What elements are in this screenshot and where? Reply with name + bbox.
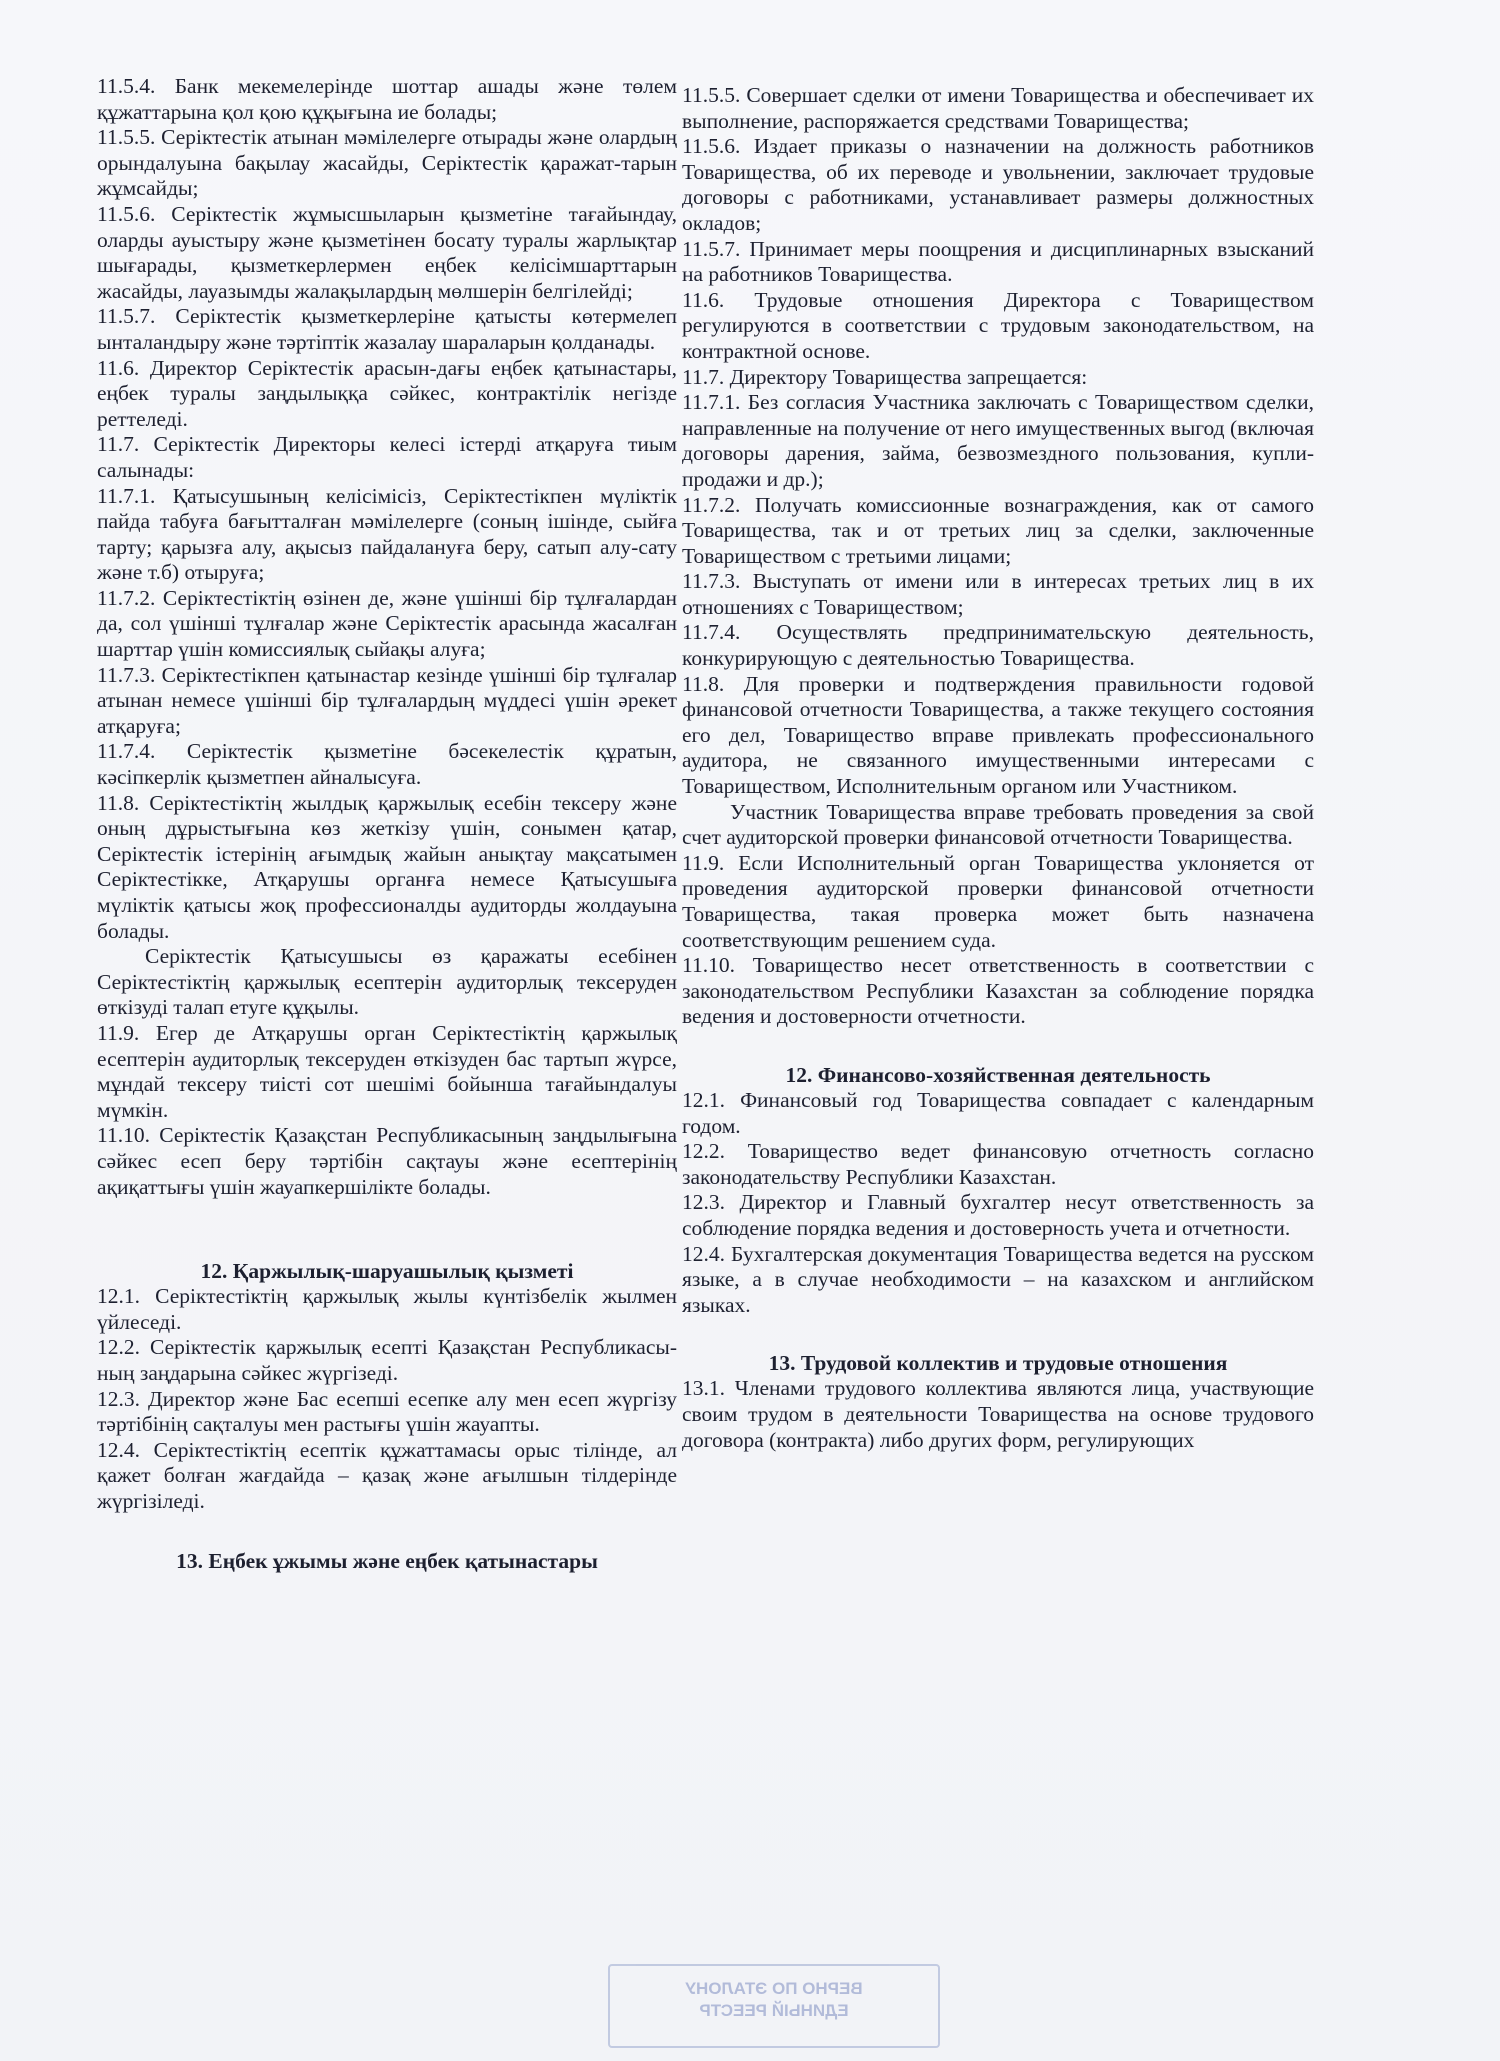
paragraph: 11.7.4. Осуществлять предпринимательскую деятельность, конкурирующую с деятельностью Товарищества. — [682, 620, 1314, 671]
section-heading-12-kz: 12. Қаржылық-шаруашылық қызметі — [200, 1259, 574, 1284]
paragraph: 11.7.2. Серіктестіктің өзінен де, және үшінші бір тұлғалардан да, сол үшінші тұлғалар және Серіктестік арасында жасалған шарттар үшін комиссиялық сыйақы алуға; — [97, 585, 677, 662]
paragraph: 11.8. Для проверки и подтверждения правильности годовой финансовой отчетности Товарищества, а также текущего состояния его дел, Товарищество вправе привлекать профессионального аудитора, не связанного имущественными интересами с Товариществом, Исполнительным органом или Участником. — [682, 671, 1314, 799]
paragraph: 11.6. Директор Серіктестік арасын-дағы еңбек қатынастары, еңбек туралы заңдылыққа сәйкес, контрактілік негізде реттеледі. — [97, 355, 677, 431]
paragraph: 12.2. Товарищество ведет финансовую отчетность согласно законодательству Республики Казахстан. — [682, 1139, 1314, 1189]
paragraph: 12.3. Директор и Главный бухгалтер несут ответственность за соблюдение порядка ведения и достоверность учета и отчетности. — [682, 1190, 1314, 1240]
paragraph: 12.3. Директор және Бас есепші есепке алу мен есеп жүргізу тәртібінің сақталуы мен растығы үшін жауапты. — [97, 1386, 677, 1437]
section-heading-13-kz: 13. Еңбек ұжымы және еңбек қатынастары — [176, 1549, 598, 1574]
paragraph: 11.5.6. Серіктестік жұмысшыларын қызметіне тағайындау, оларды ауыстыру және қызметінен босату туралы жарлықтар шығарады, қызметкерлермен еңбек келісімшарттарын жасайды, лауазымды жалақылардың мөлшерін белгілейді; — [97, 201, 677, 303]
paragraph: 11.7.1. Без согласия Участника заключать с Товариществом сделки, направленные на получение от него имущественных выгод (включая договоры дарения, займа, безвозмездного пользования, купли-продажи и др.); — [682, 390, 1314, 491]
paragraph: 12.1. Финансовый год Товарищества совпадает с календарным годом. — [682, 1087, 1314, 1138]
paragraph: Участник Товарищества вправе требовать проведения за свой счет аудиторской проверки финансовой отчетности Товарищества. — [682, 799, 1314, 850]
paragraph: 13.1. Членами трудового коллектива являются лица, участвующие своим трудом в деятельности Товарищества на основе трудового договора (контракта) либо других форм, регулирующих — [682, 1376, 1314, 1452]
paragraph: 11.7.3. Серіктестікпен қатынастар кезінде үшінші бір тұлғалар атынан немесе үшінші бір тұлғалардың мүддесі үшін әрекет атқаруға; — [97, 662, 677, 738]
stamp-text: ЕДИНЫЙ РЕЕСТР — [699, 2001, 849, 2020]
paragraph: 11.5.5. Серіктестік атынан мәмілелерге отырады және олардың орындалуына бақылау жасайды, Серіктестік қаражат-тарын жұмсайды; — [97, 125, 677, 201]
paragraph: 11.5.7. Принимает меры поощрения и дисциплинарных взысканий на работников Товарищества. — [682, 236, 1314, 287]
section-heading-13-ru: 13. Трудовой коллектив и трудовые отношения — [768, 1351, 1228, 1376]
paragraph: 11.5.4. Банк мекемелерінде шоттар ашады және төлем құжаттарына қол қою құқығына ие болады; — [97, 74, 677, 124]
paragraph: 11.7.1. Қатысушының келісімісіз, Серіктестікпен мүліктік пайда табуға бағытталған мәмілелерге (соның ішінде, сыйға тарту; қарызға алу, ақысыз пайдалануға беру, сатып алу-сату және т.б) отыруға; — [97, 483, 677, 585]
paragraph: 12.1. Серіктестіктің қаржылық жылы күнтізбелік жылмен үйлеседі. — [97, 1284, 677, 1334]
paragraph: 11.5.5. Совершает сделки от имени Товарищества и обеспечивает их выполнение, распоряжается средствами Товарищества; — [682, 83, 1314, 133]
paragraph: 11.7. Директору Товарищества запрещается: — [682, 364, 1088, 389]
paragraph: 11.7.4. Серіктестік қызметіне бәсекелестік құратын, кәсіпкерлік қызметпен айналысуға. — [97, 739, 677, 790]
paragraph: 11.10. Серіктестік Қазақстан Республикасының заңдылығына сәйкес есеп беру тәртібін сақтауы және есептерінің ақиқаттығы үшін жауапкершілікте болады. — [97, 1123, 677, 1199]
paragraph: 11.6. Трудовые отношения Директора с Товариществом регулируются в соответствии с трудовым законодательством, на контрактной основе. — [682, 287, 1314, 363]
russian-column — [682, 83, 1314, 1453]
paragraph: 11.10. Товарищество несет ответственность в соответствии с законодательством Республики Казахстан за соблюдение порядка ведения и достоверности отчетности. — [682, 953, 1314, 1029]
paragraph: 12.2. Серіктестік қаржылық есепті Қазақстан Республикасы-ның заңдарына сәйкес жүргізеді. — [97, 1335, 677, 1385]
paragraph: 11.7. Серіктестік Директоры келесі істерді атқаруға тиым салынады: — [97, 432, 677, 482]
paragraph: 11.9. Если Исполнительный орган Товарищества уклоняется от проведения аудиторской проверки финансовой отчетности Товарищества, такая проверка может быть назначена соответствующим решением суда. — [682, 850, 1314, 952]
paragraph: 12.4. Бухгалтерская документация Товарищества ведется на русском языке, а в случае необходимости – на казахском и английском языках. — [682, 1241, 1314, 1317]
paragraph: 11.8. Серіктестіктің жылдық қаржылық есебін тексеру және оның дұрыстығына көз жеткізу үшін, сонымен қатар, Серіктестік істерінің ағымдық жайын анықтау мақсатымен Серіктестікке, Атқарушы органға немесе Қатысушыға мүліктік қатысы жоқ профессионалды аудиторды жолдауына болады. — [97, 790, 677, 943]
paragraph: 11.7.2. Получать комиссионные вознаграждения, как от самого Товарищества, так и от третьих лиц за сделки, заключенные Товариществом с третьими лицами; — [682, 492, 1314, 568]
stamp-text: ВЕРНО ПО ЭТАЛОНУ — [685, 1979, 863, 1998]
paragraph: Серіктестік Қатысушысы өз қаражаты есебінен Серіктестіктің қаржылық есептерін аудиторлық тексеруден өткізуді талап етуге құқылы. — [97, 944, 677, 1020]
section-heading-12-ru: 12. Финансово-хозяйственная деятельность — [785, 1062, 1211, 1087]
paragraph: 11.5.6. Издает приказы о назначении на должность работников Товарищества, об их переводе и увольнении, заключает трудовые договоры с работниками, устанавливает размеры должностных окладов; — [682, 134, 1314, 235]
paragraph: 11.7.3. Выступать от имени или в интересах третьих лиц в их отношениях с Товариществом; — [682, 569, 1314, 619]
paragraph: 11.9. Егер де Атқарушы орган Серіктестіктің қаржылық есептерін аудиторлық тексеруден өткізуден бас тартып жүрсе, мұндай тексеру тиісті сот шешімі бойынша тағайындалуы мүмкін. — [97, 1020, 677, 1122]
paragraph: 11.5.7. Серіктестік қызметкерлеріне қатысты көтермелеп ынталандыру және тәртіптік жазалау шараларын қолданады. — [97, 304, 677, 354]
kazakh-column — [97, 74, 677, 1574]
faded-stamp — [608, 1964, 940, 2048]
paragraph: 12.4. Серіктестіктің есептік құжаттамасы орыс тілінде, ал қажет болған жағдайда – қазақ және ағылшын тілдерінде жүргізіледі. — [97, 1437, 677, 1513]
